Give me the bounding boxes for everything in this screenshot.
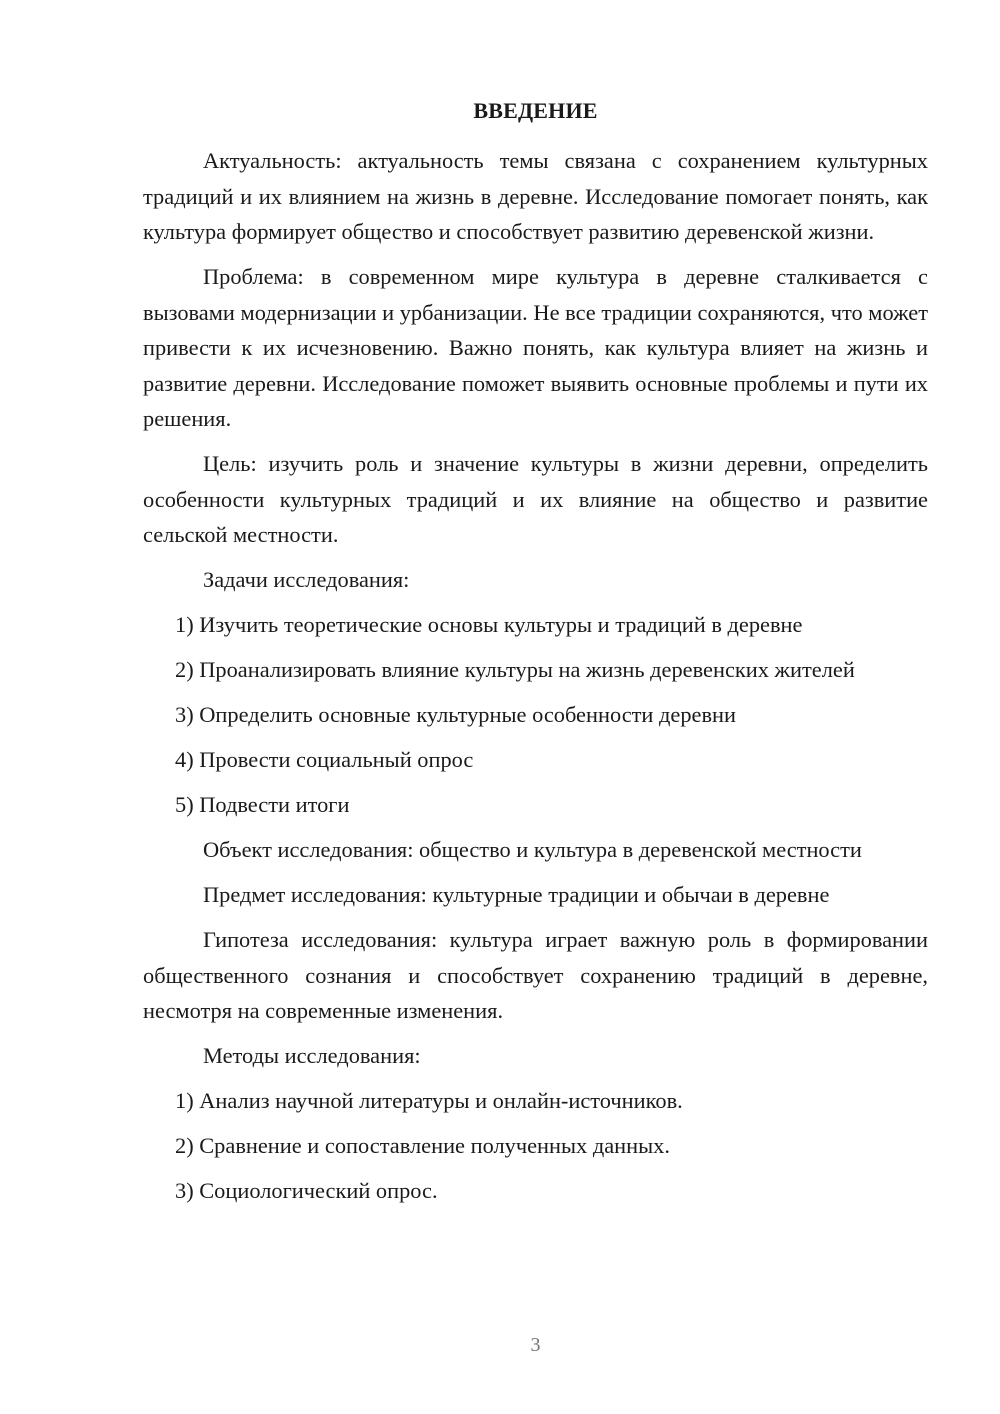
goal-paragraph: Цель: изучить роль и значение культуры в жизни деревни, определить особенности культурных традиций и их влияние на общество и развитие сельской местности. (143, 451, 928, 547)
task-item: 2) Проанализировать влияние культуры на жизнь деревенских жителей (175, 657, 855, 682)
task-item: 1) Изучить теоретические основы культуры и традиций в деревне (175, 612, 803, 637)
task-item: 5) Подвести итоги (175, 792, 350, 817)
methods-list (143, 1083, 928, 1209)
method-item: 1) Анализ научной литературы и онлайн-источников. (175, 1088, 683, 1113)
relevance-paragraph: Актуальность: актуальность темы связана с сохранением культурных традиций и их влиянием на жизнь в деревне. Исследование помогает понять, как культура формирует общество и способствует развитию деревенской жизни. (143, 148, 928, 244)
document-body (143, 143, 928, 1218)
tasks-list (143, 607, 928, 823)
methods-heading: Методы исследования: (203, 1043, 421, 1068)
object-paragraph: Объект исследования: общество и культура в деревенской местности (203, 837, 862, 862)
hypothesis-paragraph: Гипотеза исследования: культура играет важную роль в формировании общественного сознания и способствует сохранению традиций в деревне, несмотря на современные изменения. (143, 927, 928, 1023)
task-item: 4) Провести социальный опрос (175, 747, 474, 772)
page-number: 3 (530, 1334, 541, 1356)
method-item: 3) Социологический опрос. (175, 1178, 438, 1203)
tasks-heading: Задачи исследования: (203, 567, 410, 592)
task-item: 3) Определить основные культурные особенности деревни (175, 702, 737, 727)
problem-paragraph: Проблема: в современном мире культура в деревне сталкивается с вызовами модернизации и урбанизации. Не все традиции сохраняются, что может привести к их исчезновению. Важно понять, как культура влияет на жизнь и развитие деревни. Исследование поможет выявить основные проблемы и пути их решения. (143, 264, 928, 431)
method-item: 2) Сравнение и сопоставление полученных данных. (175, 1133, 670, 1158)
subject-paragraph: Предмет исследования: культурные традиции и обычаи в деревне (203, 882, 830, 907)
document-page (143, 0, 928, 1414)
page-title: ВВЕДЕНИЕ (473, 98, 598, 123)
